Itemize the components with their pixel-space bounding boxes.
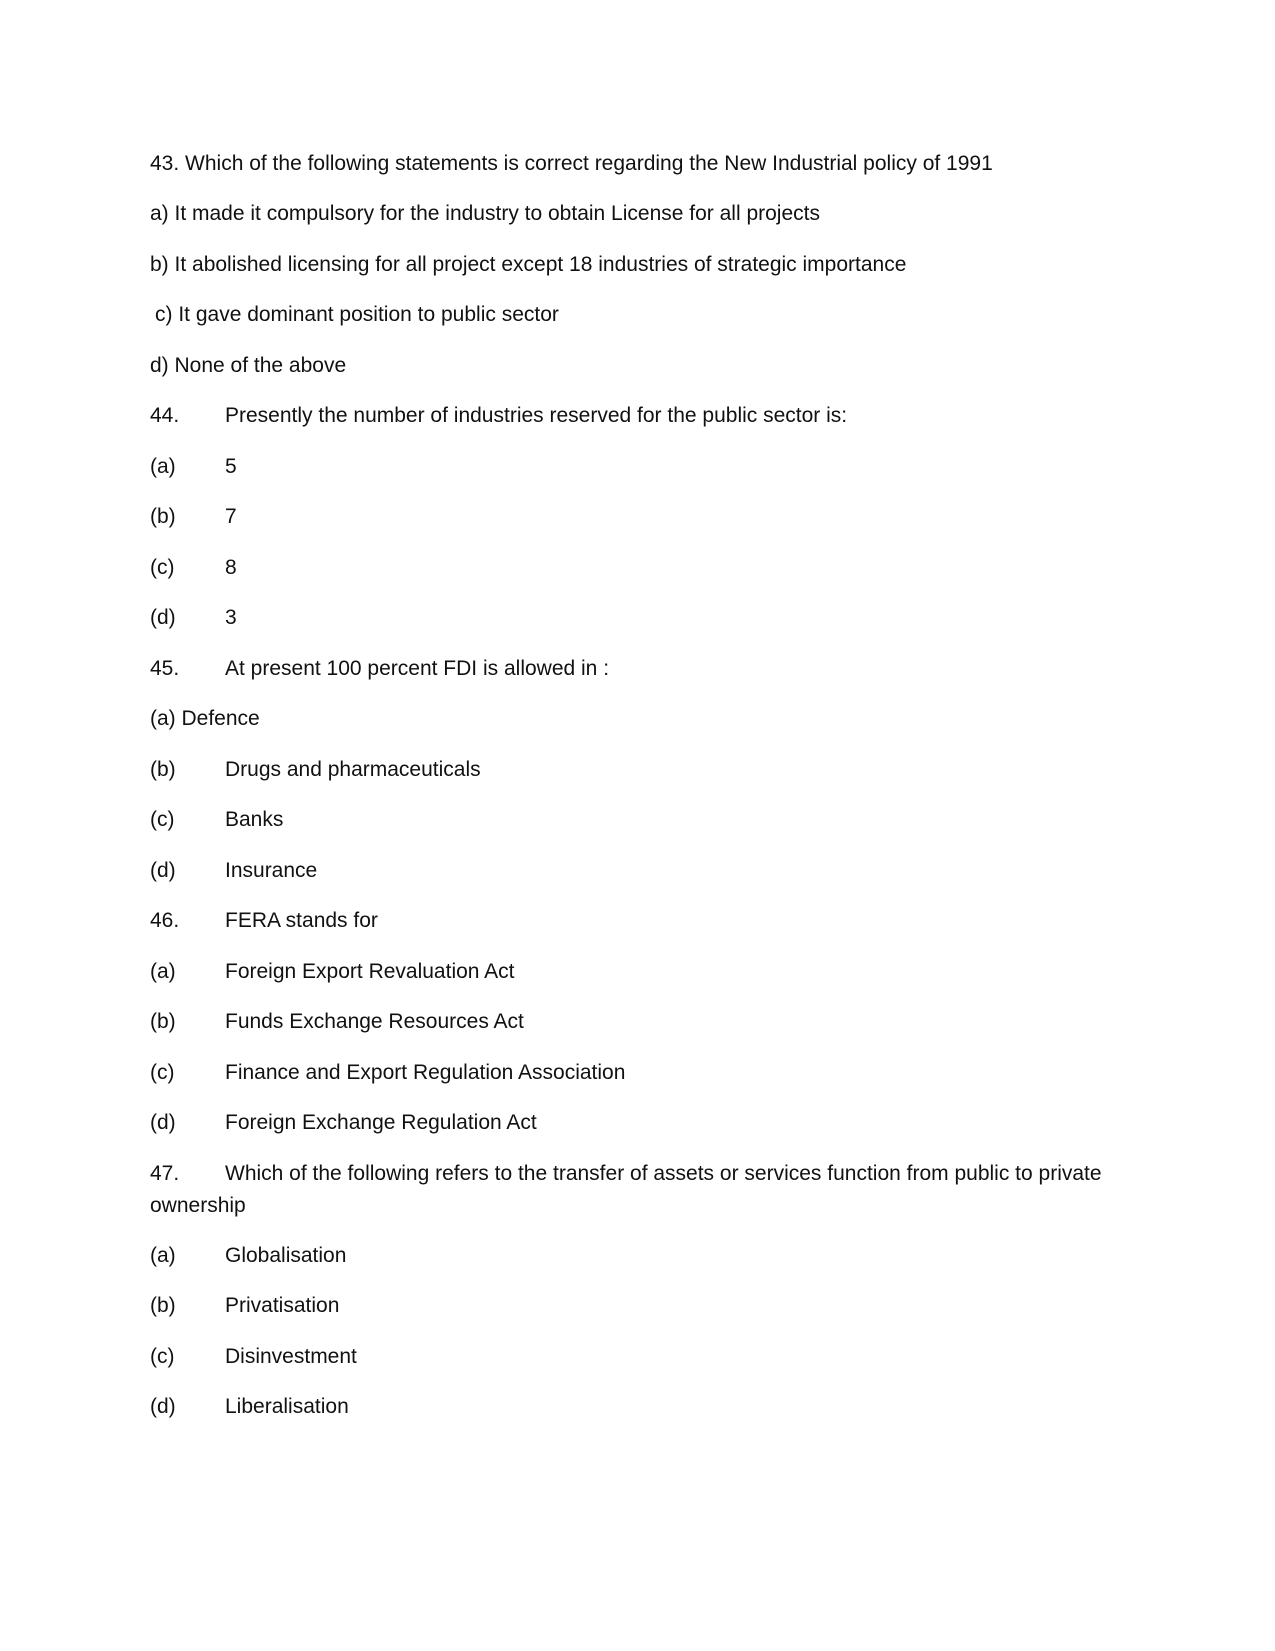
option-47-c (150, 1341, 357, 1373)
option-44-a (150, 451, 237, 483)
question-number: 45. (150, 657, 180, 680)
option-text: 3 (225, 606, 237, 629)
option-label: (a) (150, 455, 176, 478)
option-47-a (150, 1240, 346, 1272)
option-label: (c) (150, 556, 175, 579)
option-label: (a) (150, 1244, 176, 1267)
option-label: (b) (150, 758, 176, 781)
option-label: (d) (150, 1395, 176, 1418)
question-text: At present 100 percent FDI is allowed in : (225, 657, 610, 680)
option-text: b) It abolished licensing for all project except 18 industries of strategic importance (150, 253, 907, 276)
option-text: Finance and Export Regulation Association (225, 1061, 626, 1084)
option-label: (c) (150, 1345, 175, 1368)
option-45-d (150, 855, 317, 887)
option-45-a (150, 703, 260, 735)
question-text: Presently the number of industries reserved for the public sector is: (225, 404, 848, 427)
option-text: (a) Defence (150, 707, 260, 730)
option-text: a) It made it compulsory for the industry to obtain License for all projects (150, 202, 820, 225)
option-45-c (150, 804, 283, 836)
question-46 (150, 905, 378, 937)
option-label: (b) (150, 1010, 176, 1033)
option-text: Liberalisation (225, 1395, 349, 1418)
option-text: 5 (225, 455, 237, 478)
option-label: (b) (150, 505, 176, 528)
option-text: 8 (225, 556, 237, 579)
option-label: (d) (150, 606, 176, 629)
option-43-d (150, 350, 346, 382)
option-43-a (150, 198, 820, 230)
question-text: Which of the following refers to the transfer of assets or services function from public to private ownership (150, 1162, 1102, 1217)
option-label: (d) (150, 1111, 176, 1134)
option-46-c (150, 1057, 625, 1089)
option-44-c (150, 552, 237, 584)
option-47-b (150, 1290, 339, 1322)
option-43-b (150, 249, 906, 281)
option-text: 7 (225, 505, 237, 528)
option-46-a (150, 956, 515, 988)
option-45-b (150, 754, 481, 786)
option-46-b (150, 1006, 524, 1038)
option-text: c) It gave dominant position to public sector (155, 303, 559, 326)
question-number: 46. (150, 909, 180, 932)
option-text: Banks (225, 808, 284, 831)
option-text: d) None of the above (150, 354, 347, 377)
option-44-d (150, 602, 237, 634)
question-44 (150, 400, 847, 432)
option-label: (c) (150, 808, 175, 831)
option-text: Privatisation (225, 1294, 340, 1317)
option-text: Insurance (225, 859, 318, 882)
option-label: (b) (150, 1294, 176, 1317)
option-text: Foreign Exchange Regulation Act (225, 1111, 537, 1134)
option-text: Globalisation (225, 1244, 347, 1267)
question-45 (150, 653, 609, 685)
option-46-d (150, 1107, 537, 1139)
option-text: Foreign Export Revaluation Act (225, 960, 515, 983)
option-text: Drugs and pharmaceuticals (225, 758, 481, 781)
option-43-c (155, 299, 559, 331)
option-text: Funds Exchange Resources Act (225, 1010, 524, 1033)
question-number: 44. (150, 404, 180, 427)
option-47-d (150, 1391, 349, 1423)
option-label: (d) (150, 859, 176, 882)
option-text: Disinvestment (225, 1345, 357, 1368)
question-text: FERA stands for (225, 909, 378, 932)
question-43 (150, 148, 993, 180)
option-44-b (150, 501, 237, 533)
option-label: (c) (150, 1061, 175, 1084)
question-text: 43. Which of the following statements is correct regarding the New Industrial policy of 1991 (150, 152, 993, 175)
option-label: (a) (150, 960, 176, 983)
question-number: 47. (150, 1162, 180, 1185)
question-47 (150, 1158, 1130, 1222)
